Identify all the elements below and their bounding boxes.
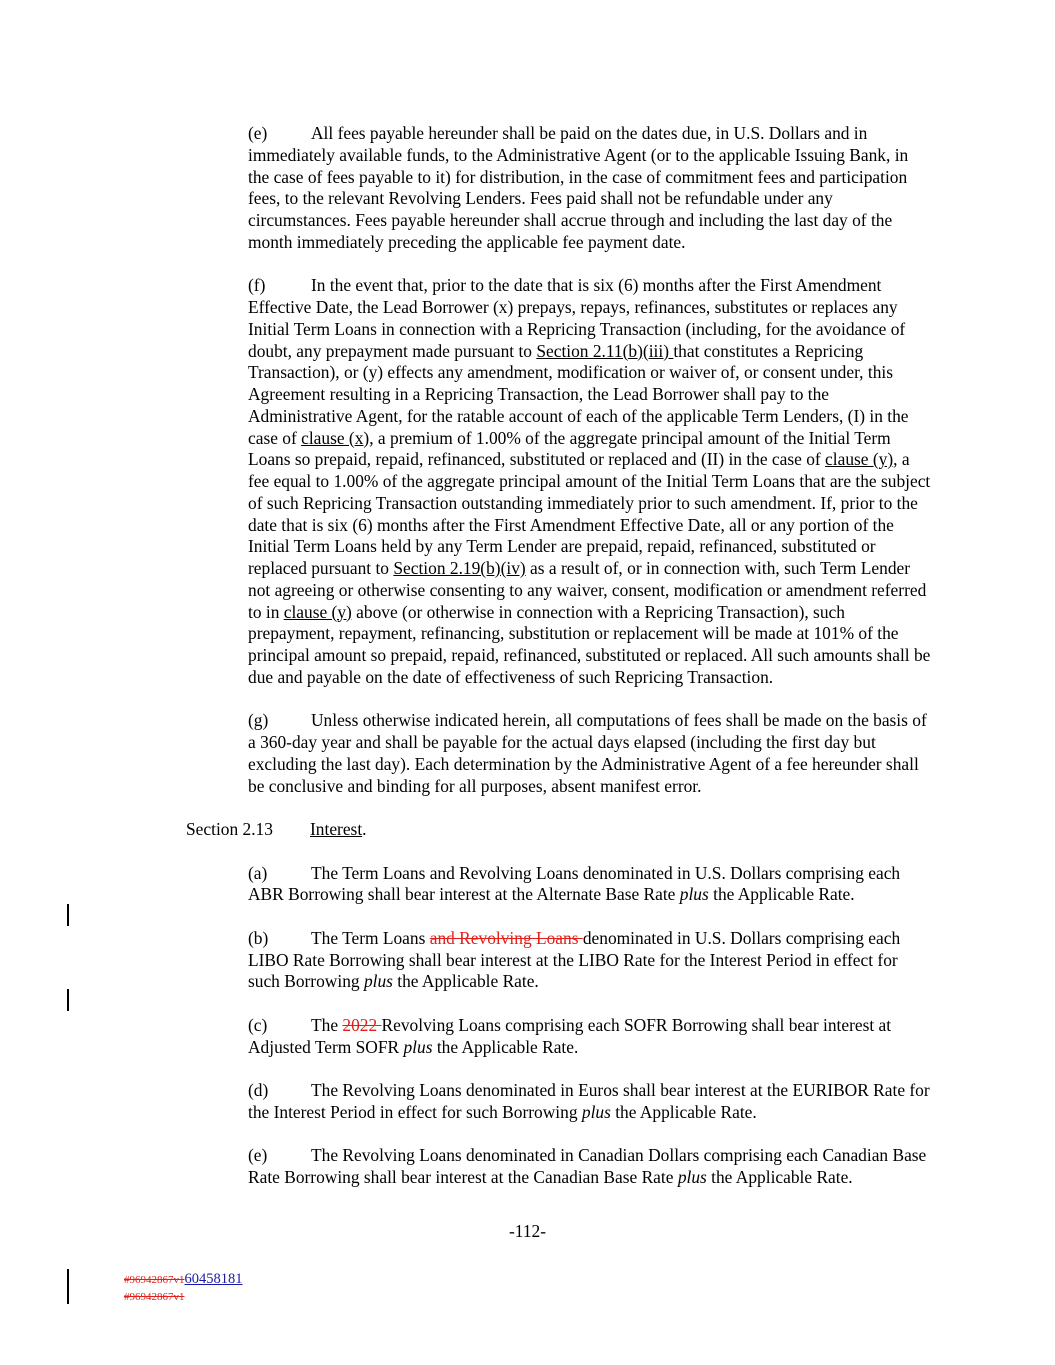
paragraph-text: denominated in U.S. Dollars comprising each LIBO Rate Borrowing shall bear interest at the LIBO Rate for the Interest Period in effect for such Borrowing bbox=[248, 927, 901, 992]
paragraph-text: , a premium of 1.00% of the aggregate principal amount of the Initial Term Loans so prepaid, repaid, refinanced, substituted or replaced and (II) in the case of bbox=[248, 427, 891, 470]
deleted-text: and Revolving Loans bbox=[429, 927, 583, 948]
paragraph-interest-e bbox=[124, 1145, 932, 1189]
paragraph-text: The bbox=[311, 1014, 343, 1035]
paragraph-text: the Applicable Rate. bbox=[706, 1167, 853, 1187]
paragraph-label: (g) bbox=[248, 710, 269, 731]
deleted-docid: #96942867v1 bbox=[124, 1291, 185, 1303]
clause-reference: clause (y) bbox=[825, 449, 894, 470]
paragraph-label: (f) bbox=[248, 275, 266, 296]
paragraph-text: Revolving Loans comprising each SOFR Borrowing shall bear interest at Adjusted Term SOFR bbox=[248, 1014, 892, 1057]
paragraph-text: In the event that, prior to the date that is six (6) months after the First Amendment Effective Date, the Lead Borrower (x) prepays, repays, refinances, substitutes or replaces any Initial Term Loans in connection with a Repricing Transaction (including, for the avoidance of doubt, any prepayment made pursuant to bbox=[248, 275, 906, 361]
section-heading bbox=[124, 819, 932, 841]
paragraph-interest-c bbox=[124, 1015, 932, 1059]
paragraph-text: as a result of, or in connection with, such Term Lender not agreeing or otherwise consenting to any waiver, consent, modification or amendment referred to in bbox=[248, 558, 927, 622]
paragraph-label: (e) bbox=[248, 123, 268, 143]
page-number: -112- bbox=[508, 1221, 547, 1241]
clause-reference: clause (y) bbox=[283, 601, 352, 622]
paragraph-text: The Term Loans and Revolving Loans denominated in U.S. Dollars comprising each ABR Borrowing shall bear interest at the Alternate Base Rate bbox=[248, 862, 901, 905]
paragraph-fees-e bbox=[124, 123, 932, 254]
document-id-line-1 bbox=[124, 1271, 243, 1288]
document-id bbox=[124, 1271, 243, 1305]
section-reference: Section 2.19(b)(iv) bbox=[393, 558, 526, 578]
section-number: Section 2.13 bbox=[186, 819, 273, 839]
paragraph-text: above (or otherwise in connection with a Repricing Transaction), such prepayment, repayment, refinancing, substitution or replacement will be made at 101% of the principal amount so prepaid, repaid, refinanced, substituted or replaced. All such amounts shall be due and payable on the date of effectiveness of such Repricing Transaction. bbox=[248, 601, 931, 687]
paragraph-text: The Revolving Loans denominated in Canadian Dollars comprising each Canadian Base Rate Borrowing shall bear interest at the Canadian Base Rate bbox=[248, 1145, 927, 1187]
paragraph-text: the Applicable Rate. bbox=[392, 971, 539, 992]
paragraph-label: (c) bbox=[248, 1014, 268, 1035]
deleted-text: 2022 bbox=[342, 1014, 382, 1035]
paragraph-interest-a bbox=[124, 863, 932, 907]
italic-plus: plus bbox=[363, 971, 393, 992]
clause-reference: clause (x) bbox=[301, 427, 370, 448]
paragraph-label: (b) bbox=[248, 927, 269, 948]
document-body bbox=[124, 123, 932, 1211]
italic-plus: plus bbox=[581, 1101, 611, 1122]
change-bar-c bbox=[67, 989, 69, 1011]
paragraph-text: the Applicable Rate. bbox=[708, 884, 855, 905]
paragraph-fees-f bbox=[124, 275, 932, 688]
paragraph-text: The Term Loans bbox=[311, 927, 430, 948]
section-title-period: . bbox=[362, 819, 367, 839]
paragraph-text: that constitutes a Repricing Transaction), or (y) effects any amendment, modification or waiver of, or consent under, this Agreement resulting in a Repricing Transaction, the Lead Borrower shall pay to the Administrative Agent, for the ratable account of each of the applicable Term Lenders, (I) in the case of bbox=[248, 340, 909, 448]
inserted-docid: 60458181 bbox=[184, 1271, 243, 1287]
paragraph-fees-g bbox=[124, 710, 932, 797]
paragraph-label: (d) bbox=[248, 1080, 269, 1100]
italic-plus: plus bbox=[403, 1036, 433, 1057]
change-bar-footer bbox=[67, 1269, 69, 1304]
italic-plus: plus bbox=[677, 1167, 707, 1187]
deleted-docid: #96942867v1 bbox=[124, 1274, 185, 1286]
paragraph-text: , a fee equal to 1.00% of the aggregate principal amount of the Initial Term Loans that are the subject of such Repricing Transaction outstanding immediately prior to such amendment. If, prior to the date that is six (6) months after the First Amendment Effective Date, all or any portion of the Initial Term Loans held by any Term Lender are prepaid, repaid, refinanced, substituted or replaced pursuant to bbox=[248, 449, 931, 578]
italic-plus: plus bbox=[679, 884, 709, 905]
paragraph-interest-d bbox=[124, 1080, 932, 1124]
document-id-line-2 bbox=[124, 1288, 243, 1305]
paragraph-text: The Revolving Loans denominated in Euros shall bear interest at the EURIBOR Rate for the Interest Period in effect for such Borrowing bbox=[248, 1080, 930, 1122]
section-title: Interest bbox=[310, 819, 363, 839]
paragraph-text: the Applicable Rate. bbox=[432, 1036, 579, 1057]
paragraph-text: Unless otherwise indicated herein, all computations of fees shall be made on the basis of a 360-day year and shall be payable for the actual days elapsed (including the first day but excluding the last day). Each determination by the Administrative Agent of a fee hereunder shall be conclusive and binding for all purposes, absent manifest error. bbox=[248, 710, 927, 796]
change-bar-b bbox=[67, 904, 69, 926]
paragraph-text: All fees payable hereunder shall be paid on the dates due, in U.S. Dollars and in immediately available funds, to the Administrative Agent (or to the applicable Issuing Bank, in the case of fees payable to it) for distribution, in the case of commitment fees and participation fees, to the relevant Revolving Lenders. Fees paid shall not be refundable under any circumstances. Fees payable hereunder shall accrue through and including the last day of the month immediately preceding the applicable fee payment date. bbox=[248, 123, 909, 252]
paragraph-interest-b bbox=[124, 928, 932, 993]
section-reference: Section 2.11(b)(iii) bbox=[536, 340, 674, 361]
paragraph-label: (a) bbox=[248, 862, 268, 883]
paragraph-text: the Applicable Rate. bbox=[610, 1101, 757, 1122]
paragraph-label: (e) bbox=[248, 1145, 268, 1166]
